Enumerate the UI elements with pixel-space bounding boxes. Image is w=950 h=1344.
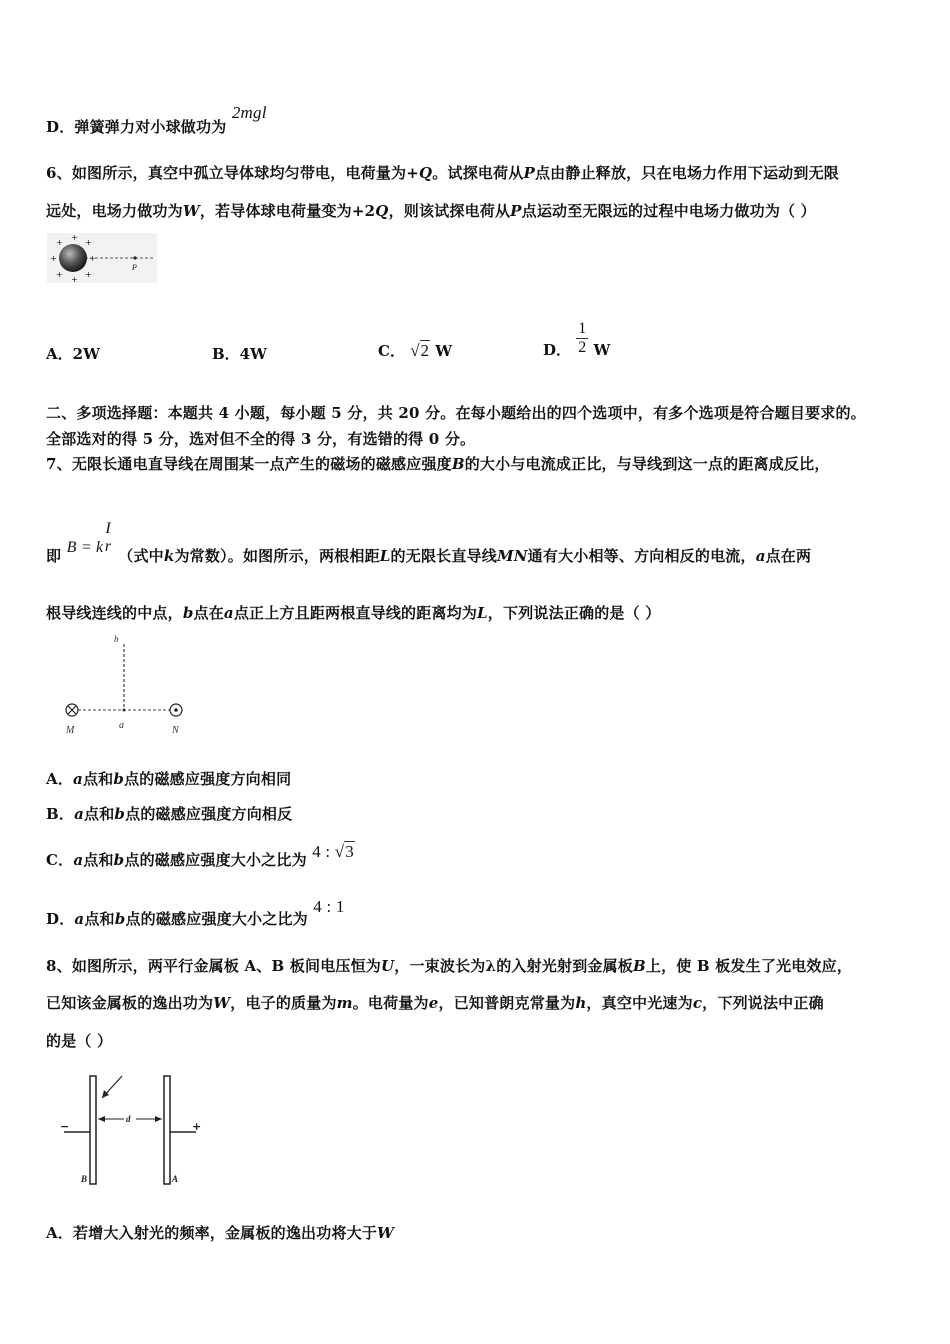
q7-line2: 即 B = k I r （式中k为常数）。如图所示，两根相距L的无限长直导线MN通有大小相等、方向相反的电流，a点在两 bbox=[46, 520, 812, 565]
svg-text:+: + bbox=[56, 238, 63, 247]
q6-line2: 远处，电场力做功为W，若导体球电荷量变为+2Q，则该试探电荷从P点运动至无限远的过程中电场力做功为（ ） bbox=[46, 202, 816, 220]
q8-option-a: A．若增大入射光的频率，金属板的逸出功将大于W bbox=[46, 1224, 395, 1242]
wires-figure bbox=[58, 630, 198, 740]
plate-b-label: B bbox=[81, 1174, 88, 1184]
q8-line1: 8、如图所示，两平行金属板 A、B 板间电压恒为U，一束波长为λ的入射光射到金属板B上，使 B 板发生了光电效应， bbox=[46, 957, 853, 975]
q6-line1: 6、如图所示，真空中孤立导体球均匀带电，电荷量为+Q。试探电荷从P点由静止释放，只在电场力作用下运动到无限 bbox=[46, 164, 839, 182]
q7-option-a: A．a点和b点的磁感应强度方向相同 bbox=[46, 770, 292, 788]
point-a-label: a bbox=[119, 720, 124, 731]
q6-option-d: D． $\frac{1}{2}$ W bbox=[543, 320, 611, 359]
section2-line1: 二、多项选择题：本题共 4 小题，每小题 5 分，共 20 分。在每小题给出的四个选项中，有多个选项是符合题目要求的。 bbox=[46, 404, 866, 422]
point-b-label: b bbox=[114, 634, 119, 644]
plus-terminal-label: + bbox=[192, 1120, 202, 1133]
q7-line1: 7、无限长通电直导线在周围某一点产生的磁场的磁感应强度B的大小与电流成正比，与导线到这一点的距离成反比， bbox=[46, 455, 830, 473]
point-p-label: P bbox=[132, 263, 137, 272]
q6-option-c: C． √2 W bbox=[378, 341, 453, 360]
svg-text:+: + bbox=[71, 233, 78, 242]
distance-d-label: d bbox=[126, 1114, 131, 1124]
svg-text:+: + bbox=[89, 254, 96, 263]
formula-2mgl: 2mgl bbox=[231, 103, 267, 122]
svg-text:+: + bbox=[50, 254, 57, 263]
plate-a-label: A bbox=[172, 1174, 179, 1184]
q6-option-a: A．2W bbox=[46, 345, 100, 363]
charged-sphere-figure bbox=[47, 233, 157, 283]
q6-option-b: B．4W bbox=[212, 345, 267, 363]
svg-text:+: + bbox=[85, 238, 92, 247]
q7-option-c: C．a点和b点的磁感应强度大小之比为 4 : √3 bbox=[46, 842, 354, 869]
svg-text:+: + bbox=[71, 275, 78, 283]
wire-m-into-icon bbox=[66, 704, 78, 716]
q7-option-d: D．a点和b点的磁感应强度大小之比为 4 : 1 bbox=[46, 897, 345, 928]
wire-n-label: N bbox=[172, 725, 179, 736]
svg-text:+: + bbox=[85, 270, 92, 279]
q7-option-b: B．a点和b点的磁感应强度方向相反 bbox=[46, 805, 293, 823]
q8-line2: 已知该金属板的逸出功为W，电子的质量为m。电荷量为e，已知普朗克常量为h，真空中光速为c，下列说法中正确 bbox=[46, 994, 824, 1012]
wire-n-out-icon bbox=[170, 704, 182, 716]
wire-m-label: M bbox=[66, 725, 75, 736]
q8-line3: 的是（ ） bbox=[46, 1032, 113, 1050]
svg-text:+: + bbox=[56, 270, 63, 279]
q5-option-d: D．弹簧弹力对小球做功为 2mgl bbox=[46, 103, 267, 136]
parallel-plates-figure bbox=[58, 1070, 208, 1190]
q7-line3: 根导线连线的中点，b点在a点正上方且距两根直导线的距离均为L，下列说法正确的是（ ） bbox=[46, 604, 661, 622]
section2-line2: 全部选对的得 5 分，选对但不全的得 3 分，有选错的得 0 分。 bbox=[46, 430, 476, 448]
minus-terminal-label: − bbox=[60, 1120, 70, 1133]
